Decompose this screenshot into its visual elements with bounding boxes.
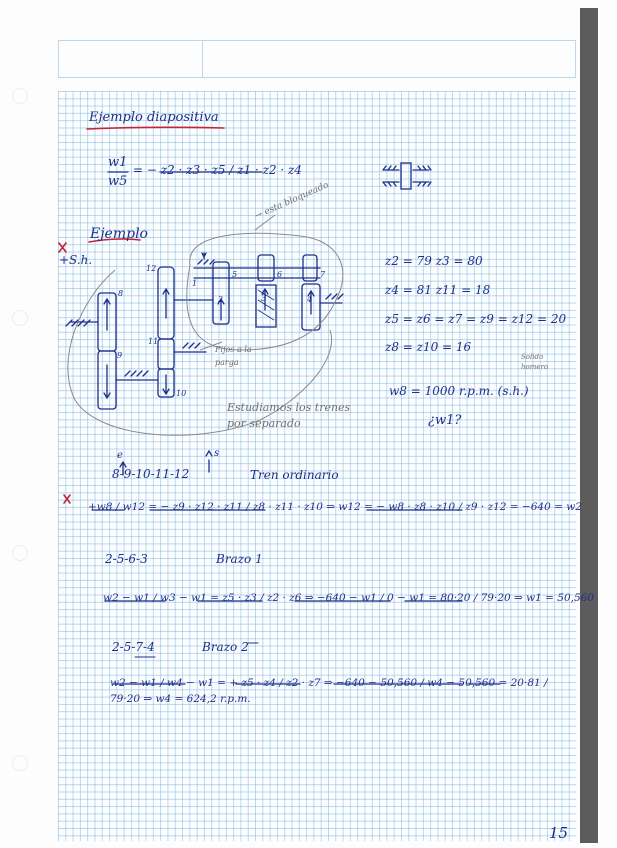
gear-label: 2: [218, 295, 224, 304]
gear-label: 4: [307, 295, 313, 304]
data-z5-line: z5 = z6 = z7 = z9 = z12 = 20: [385, 312, 567, 326]
data-w8-line: w8 = 1000 r.p.m. (s.h.): [389, 384, 529, 398]
omega-numerator: w1: [108, 155, 128, 170]
output-arrow: [206, 451, 212, 472]
gear-label: 3: [261, 294, 267, 304]
ordinary-train-equation: +w8 / w12 = − z9 · z12 · z11 / z8 · z11 · z10 ⇒ w12 = − w8 · z8 · z10 / z9 · z12 = −640 = w2: [88, 501, 582, 513]
gear-label: 6: [277, 270, 283, 279]
bearing-symbol: [401, 163, 411, 189]
study-note: Estudiamos los trenes por separado: [227, 401, 351, 430]
data-z2-z3: z2 = 79 z3 = 80: [385, 254, 483, 268]
output-label: s: [214, 448, 220, 459]
heading-underline: [87, 127, 224, 129]
arm-one-equation: w2 − w1 / w3 − w1 = z5 · z3 / z2 · z6 ⇒ −640 − w1 / 0 − w1 = 80·20 / 79·20 ⇒ w1 = 50,560: [103, 592, 595, 604]
gear-label: 1: [192, 279, 198, 288]
gear-label: 8: [118, 289, 124, 298]
gear-label: 10: [176, 389, 187, 398]
asterisk-mark: [59, 243, 66, 252]
gear-label: 11: [148, 337, 159, 346]
fixed-note: Fijos a la parga: [215, 345, 252, 367]
gear-label: 7: [320, 270, 326, 279]
asterisk-mark: [64, 495, 70, 503]
gear-label: 12: [146, 264, 157, 273]
blocked-note: → esta bloqueado: [253, 180, 331, 222]
sh-label: +S.h.: [59, 253, 93, 267]
heading-example: Ejemplo: [90, 226, 148, 242]
data-z8-line: z8 = z10 = 16: [385, 340, 472, 354]
omega-denominator: w5: [108, 174, 128, 189]
solid-note: Solido homero: [521, 353, 549, 371]
arm-two-sequence: 2-5-7-4: [112, 640, 155, 654]
ordinary-train-label: Tren ordinario: [250, 468, 339, 482]
gear-label: 9: [117, 351, 123, 360]
gear-11: [158, 339, 174, 369]
page-number: 15: [549, 824, 569, 842]
data-z4-z11: z4 = 81 z11 = 18: [385, 283, 491, 297]
arm-two-equation: w2 − w1 / w4 − w1 = + z5 · z4 / z2 · z7 ⇒ −640 − 50,560 / w4 − 50,560 = 20·81 / 79·20 ⇒ w4 = 624,2 r.p.m.: [110, 677, 548, 705]
question: ¿w1?: [428, 413, 462, 428]
arm-two-label: Brazo 2: [202, 640, 249, 654]
gear-label: 5: [232, 270, 238, 279]
heading-example-slide: Ejemplo diapositiva: [89, 110, 219, 125]
ordinary-train-sequence: 8-9-10-11-12: [112, 467, 190, 481]
first-example-ratio: = − z2 · z3 · z5 / z1 · z2 · z4: [133, 163, 302, 177]
arm-one-sequence: 2-5-6-3: [105, 552, 148, 566]
arm-one-label: Brazo 1: [216, 552, 263, 566]
input-label: e: [117, 450, 123, 461]
